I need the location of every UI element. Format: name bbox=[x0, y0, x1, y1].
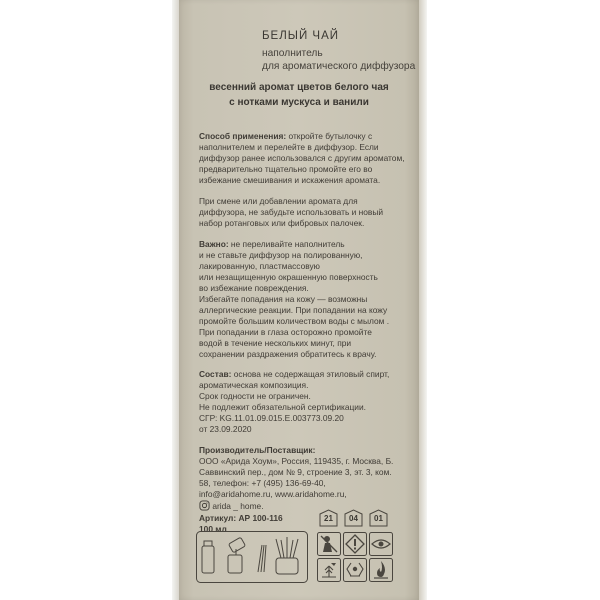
warning-line-1: и не ставьте диффузор на полированную, bbox=[199, 250, 363, 260]
usage-label: Способ применения: bbox=[199, 131, 287, 141]
product-title: БЕЛЫЙ ЧАЙ bbox=[262, 30, 340, 42]
manufacturer-line-0: ООО «Арида Хоум», Россия, 119435, г. Москва, Б. bbox=[199, 456, 394, 466]
child-warning-icon bbox=[317, 532, 341, 556]
flammable-icon bbox=[369, 558, 393, 582]
environment-hazard-icon bbox=[317, 558, 341, 582]
warning-line-8: При попадании в глаза осторожно промойте bbox=[199, 327, 372, 337]
warning-line-10: сохранении раздражения обратитесь к врачу. bbox=[199, 349, 377, 359]
product-subtitle-1: наполнитель bbox=[262, 48, 323, 59]
badge-month: 04 bbox=[343, 509, 364, 528]
usage-line-2: диффузор ранее использовался с другим ароматом, bbox=[199, 153, 405, 163]
badge-batch: 01 bbox=[368, 509, 389, 528]
exclamation-warning-icon bbox=[343, 532, 367, 556]
manufacturer-line-2: 58, телефон: +7 (495) 136-69-40, bbox=[199, 478, 326, 488]
box-right-edge bbox=[419, 0, 427, 600]
composition-line-1: ароматическая композиция. bbox=[199, 380, 309, 390]
manufacturer-instagram: arida _ home. bbox=[199, 500, 264, 512]
tagline-line-2: с нотками мускуса и ванили bbox=[229, 97, 369, 108]
usage-line-0: Способ применения: откройте бутылочку с bbox=[199, 131, 373, 141]
composition-label: Состав: bbox=[199, 369, 232, 379]
warning-line-2: лакированную, пластмассовую bbox=[199, 261, 320, 271]
refill-line-1: диффузора, не забудьте использовать и новый bbox=[199, 207, 384, 217]
warning-line-6: аллергические реакции. При попадании на кожу bbox=[199, 305, 388, 315]
article-number: Артикул: АР 100-116 bbox=[199, 513, 283, 523]
composition-line-0: Состав: основа не содержащая этиловый спирт, bbox=[199, 369, 390, 379]
instagram-icon bbox=[199, 500, 210, 511]
refill-steps-icon bbox=[196, 531, 308, 583]
refill-line-0: При смене или добавлении аромата для bbox=[199, 196, 358, 206]
composition-line-4: СГР: KG.11.01.09.015.E.003773.09.20 bbox=[199, 413, 344, 423]
warning-label: Важно: bbox=[199, 239, 229, 249]
composition-line-3: Не подлежит обязательной сертификации. bbox=[199, 402, 366, 412]
eye-warning-icon bbox=[369, 532, 393, 556]
box-left-edge bbox=[172, 0, 179, 600]
volume: 100 мл bbox=[199, 524, 227, 534]
tagline-line-1: весенний аромат цветов белого чая bbox=[209, 82, 389, 93]
manufacturer-line-3: info@aridahome.ru, www.aridahome.ru, bbox=[199, 489, 347, 499]
warning-line-3: или незащищенную окрашенную поверхность bbox=[199, 272, 378, 282]
usage-line-3: предварительно тщательно промойте его во bbox=[199, 164, 373, 174]
warning-line-5: Избегайте попадания на кожу — возможны bbox=[199, 294, 368, 304]
refill-line-2: набор ротанговых или фибровых палочек. bbox=[199, 218, 365, 228]
usage-line-4: избежание смешивания и искажения аромата. bbox=[199, 175, 381, 185]
composition-line-2: Срок годности не ограничен. bbox=[199, 391, 311, 401]
usage-line-1: наполнителем и перелейте в диффузор. Если bbox=[199, 142, 379, 152]
warning-line-9: водой в течение нескольких минут, при bbox=[199, 338, 352, 348]
product-subtitle-2: для ароматического диффузора bbox=[262, 61, 416, 72]
manufacturer-label: Производитель/Поставщик: bbox=[199, 445, 316, 455]
composition-line-5: от 23.09.2020 bbox=[199, 424, 252, 434]
warning-line-7: промойте большим количеством воды с мылом . bbox=[199, 316, 390, 326]
badge-day: 21 bbox=[318, 509, 339, 528]
warning-line-4: во избежание повреждения. bbox=[199, 283, 309, 293]
recycle-icon bbox=[343, 558, 367, 582]
warning-line-0: Важно: не переливайте наполнитель bbox=[199, 239, 345, 249]
manufacturer-line-1: Саввинский пер., дом № 9, строение 3, эт. 3, ком. bbox=[199, 467, 392, 477]
